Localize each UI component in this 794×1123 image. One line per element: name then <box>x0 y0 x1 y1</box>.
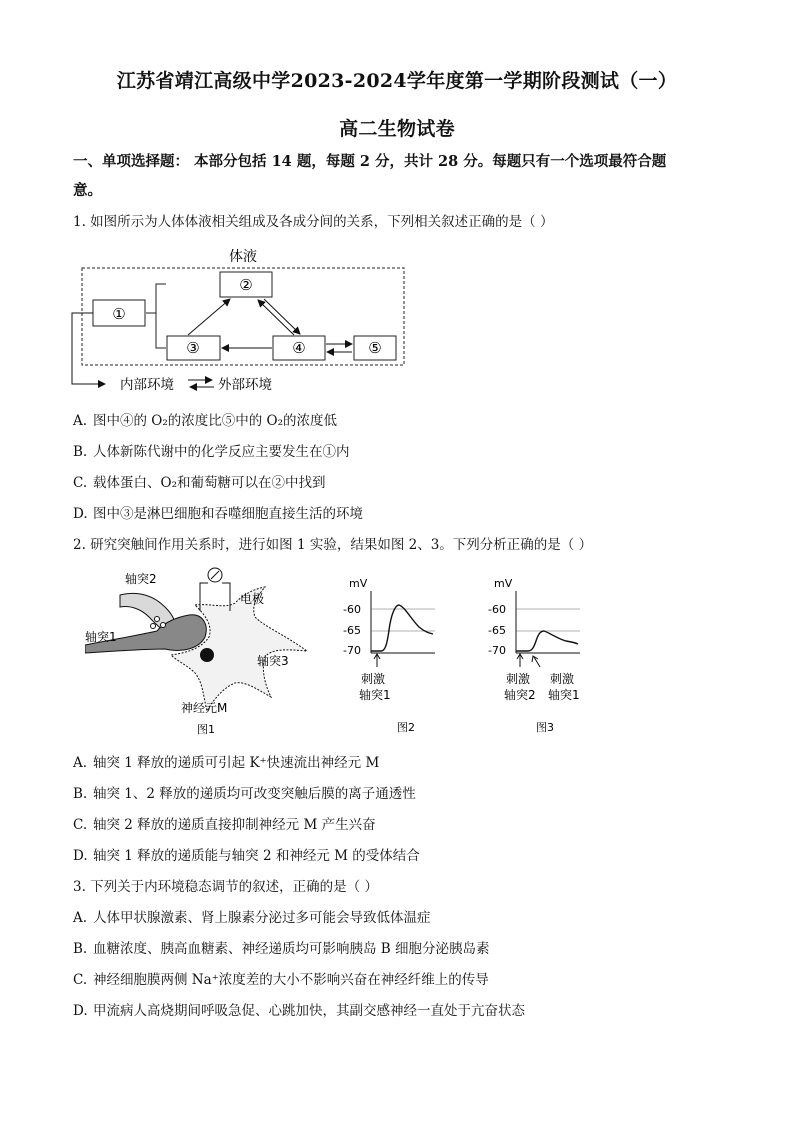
electrode-label: 电极 <box>240 592 265 606</box>
fig2-trace <box>371 605 433 651</box>
neuron-m-label: 神经元M <box>181 701 228 715</box>
svg-text:刺激: 刺激 <box>506 672 531 686</box>
svg-text:轴突1: 轴突1 <box>359 688 391 702</box>
box-1-label: ① <box>112 305 126 323</box>
fig3-trace <box>516 631 578 651</box>
outer-environment-label: 外部环境 <box>218 377 272 393</box>
axon3-label: 轴突3 <box>257 654 289 668</box>
q3-option-b[interactable]: B. 血糖浓度、胰高血糖素、神经递质均可影响胰岛 B 细胞分泌胰岛素 <box>73 941 490 957</box>
box-4-label: ④ <box>292 339 306 357</box>
axon1-label: 轴突1 <box>85 630 117 644</box>
svg-text:轴突2: 轴突2 <box>504 688 536 702</box>
section-heading-line1: 一、单项选择题： 本部分包括 14 题，每题 2 分，共计 28 分。每题只有一个选项最符合题 <box>73 153 667 170</box>
figure2-caption: 图2 <box>397 721 415 734</box>
svg-text:刺激: 刺激 <box>361 672 386 686</box>
q2-figure2-potential <box>335 575 445 740</box>
inner-environment-label: 内部环境 <box>120 377 174 393</box>
diagram-title: 体液 <box>229 249 257 265</box>
fig3-tick-70: -70 <box>488 644 506 657</box>
exam-title: 江苏省靖江高级中学2023-2024学年度第一学期阶段测试（一） <box>116 70 678 92</box>
fig3-tick-65: -65 <box>488 624 506 637</box>
figure3-caption: 图3 <box>536 721 554 734</box>
figure1-caption: 图1 <box>197 723 215 736</box>
section-heading <box>73 147 723 205</box>
q2-option-a[interactable]: A. 轴突 1 释放的递质可引起 K⁺快速流出神经元 M <box>73 755 380 771</box>
arrow-4-to-2 <box>258 300 294 335</box>
svg-text:mV: mV <box>349 577 368 590</box>
q2-option-b[interactable]: B. 轴突 1、2 释放的递质均可改变突触后膜的离子通透性 <box>73 786 416 802</box>
brace <box>156 284 166 348</box>
q2-option-d[interactable]: D. 轴突 1 释放的递质能与轴突 2 和神经元 M 的受体结合 <box>73 848 420 864</box>
axon2-label: 轴突2 <box>125 572 157 586</box>
q3-stem: 3. 下列关于内环境稳态调节的叙述，正确的是（ ） <box>73 879 378 895</box>
svg-text:刺激: 刺激 <box>550 672 575 686</box>
q1-stem: 1. 如图所示为人体体液相关组成及各成分间的关系，下列相关叙述正确的是（ ） <box>73 214 554 230</box>
arrow-2-to-4 <box>264 299 300 334</box>
q1-option-a[interactable]: A. 图中④的 O₂的浓度比⑤中的 O₂的浓度低 <box>73 413 338 429</box>
q3-option-c[interactable]: C. 神经细胞膜两侧 Na⁺浓度差的大小不影响兴奋在神经纤维上的传导 <box>73 972 489 988</box>
arrow-3-to-2 <box>188 299 230 335</box>
svg-text:轴突1: 轴突1 <box>548 688 580 702</box>
q3-option-a[interactable]: A. 人体甲状腺激素、肾上腺素分泌过多可能会导致低体温症 <box>73 910 431 926</box>
box-5-label: ⑤ <box>368 339 382 357</box>
fig3-tick-60: -60 <box>488 603 506 616</box>
box-3-label: ③ <box>186 339 200 357</box>
q1-body-fluid-diagram <box>60 242 420 400</box>
q3-option-d[interactable]: D. 甲流病人高烧期间呼吸急促、心跳加快，其副交感神经一直处于亢奋状态 <box>73 1003 525 1019</box>
q2-stem: 2. 研究突触间作用关系时，进行如图 1 实验，结果如图 2、3。下列分析正确的是（ ） <box>73 537 593 553</box>
svg-text:mV: mV <box>494 577 513 590</box>
fig2-tick-65: -65 <box>343 624 361 637</box>
q2-figure1-neuron <box>85 565 310 740</box>
box-2-label: ② <box>239 276 253 294</box>
q1-option-b[interactable]: B. 人体新陈代谢中的化学反应主要发生在①内 <box>73 444 350 460</box>
fig2-tick-70: -70 <box>343 644 361 657</box>
q2-figure3-potential <box>480 575 600 740</box>
fig2-tick-60: -60 <box>343 603 361 616</box>
section-heading-line2: 意。 <box>73 182 102 199</box>
q2-option-c[interactable]: C. 轴突 2 释放的递质直接抑制神经元 M 产生兴奋 <box>73 817 376 833</box>
exam-subtitle: 高二生物试卷 <box>339 118 455 140</box>
q1-option-c[interactable]: C. 载体蛋白、O₂和葡萄糖可以在②中找到 <box>73 475 326 491</box>
q1-option-d[interactable]: D. 图中③是淋巴细胞和吞噬细胞直接生活的环境 <box>73 506 363 522</box>
